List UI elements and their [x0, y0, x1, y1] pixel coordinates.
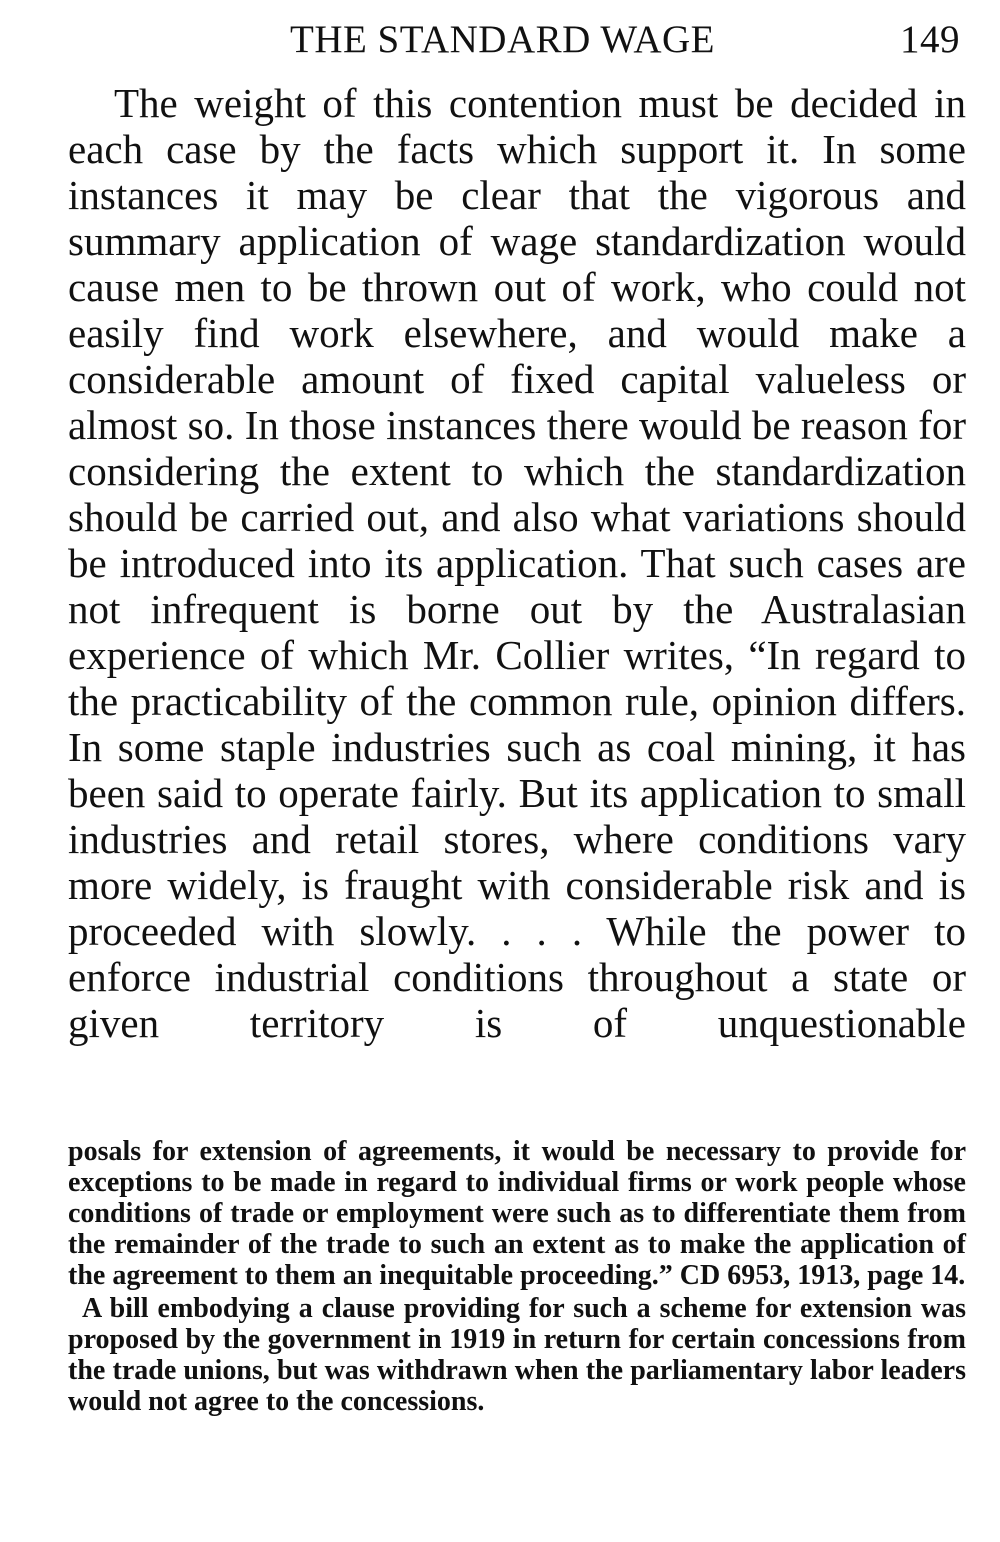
footnote-second: A bill embodying a clause providing for such a scheme for extension was proposed by the government in 1919 in return for certain concessions from the trade unions, but was withdrawn when the parliamentary labor leaders would not agree to the concessions. — [68, 1293, 966, 1417]
running-head — [68, 16, 966, 64]
footnotes — [68, 1136, 966, 1419]
page-number: 149 — [900, 18, 960, 61]
main-text — [68, 80, 966, 1046]
footnote-continued: posals for extension of agreements, it would be necessary to provide for exceptions to be made in regard to individual firms or work people whose conditions of trade or employment were such as to differentiate them from the remainder of the trade to such an extent as to make the application of the agreement to them an inequitable proceeding.” CD 6953, 1913, page 14. — [68, 1136, 966, 1291]
running-title: THE STANDARD WAGE — [290, 18, 715, 61]
body-paragraph: The weight of this contention must be decided in each case by the facts which support it. In some instances it may be clear that the vigorous and summary application of wage standardization would cause men to be thrown out of work, who could not easily find work elsewhere, and would make a considerable amount of fixed capital valueless or almost so. In those instances there would be reason for considering the extent to which the standardization should be carried out, and also what variations should be introduced into its application. That such cases are not infrequent is borne out by the Australasian experience of which Mr. Collier writes, “In regard to the practicability of the common rule, opinion differs. In some staple industries such as coal mining, it has been said to operate fairly. But its application to small industries and retail stores, where conditions vary more widely, is fraught with considerable risk and is proceeded with slowly. . . . While the power to enforce industrial conditions throughout a state or given territory is of unquestionable — [68, 80, 966, 1046]
